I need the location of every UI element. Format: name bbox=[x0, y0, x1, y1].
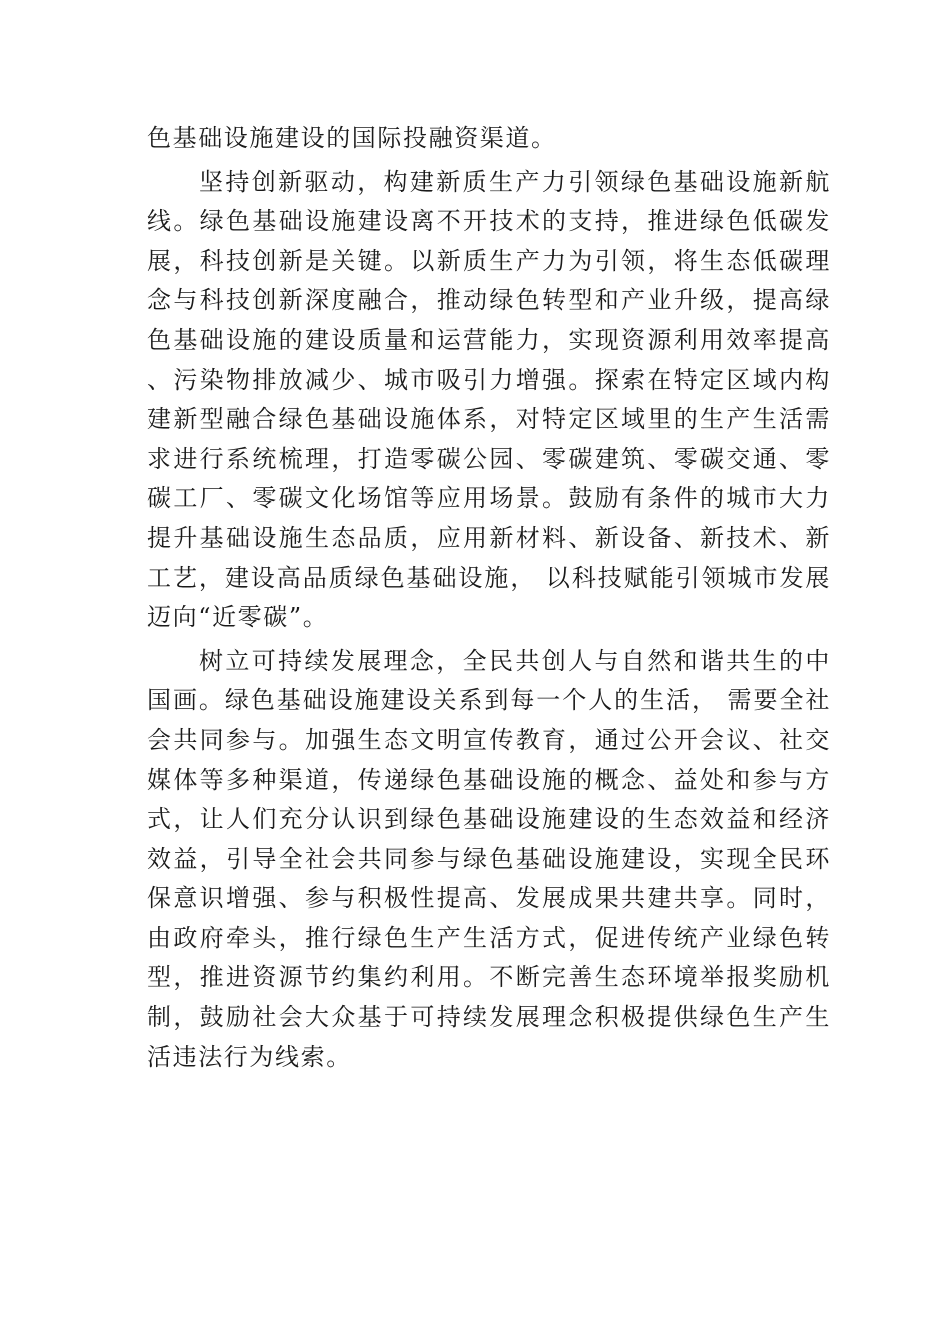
document-body bbox=[147, 119, 831, 1077]
paragraph-sustainability: 树立可持续发展理念，全民共创人与自然和谐共生的中国画。绿色基础设施建设关系到每一个人的生活， 需要全社会共同参与。加强生态文明宣传教育，通过公开会议、社交媒体等多种渠道，传递绿色基础设施的概念、益处和参与方式，让人们充分认识到绿色基础设施建设的生态效益和经济效益，引导全社会共同参与绿色基础设施建设，实现全民环保意识增强、参与积极性提高、发展成果共建共享。同时，由政府牵头，推行绿色生产生活方式，促进传统产业绿色转型，推进资源节约集约利用。不断完善生态环境举报奖励机制，鼓励社会大众基于可持续发展理念积极提供绿色生产生活违法行为线索。 bbox=[147, 646, 831, 1071]
paragraph-innovation: 坚持创新驱动，构建新质生产力引领绿色基础设施新航线。绿色基础设施建设离不开技术的支持，推进绿色低碳发展，科技创新是关键。以新质生产力为引领，将生态低碳理念与科技创新深度融合，推动绿色转型和产业升级，提高绿色基础设施的建设质量和运营能力，实现资源利用效率提高、污染物排放减少、城市吸引力增强。探索在特定区域内构建新型融合绿色基础设施体系，对特定区域里的生产生活需求进行系统梳理，打造零碳公园、零碳建筑、零碳交通、零碳工厂、零碳文化场馆等应用场景。鼓励有条件的城市大力提升基础设施生态品质，应用新材料、新设备、新技术、新工艺，建设高品质绿色基础设施， 以科技赋能引领城市发展迈向“近零碳”。 bbox=[147, 167, 831, 632]
paragraph-continuation: 色基础设施建设的国际投融资渠道。 bbox=[147, 124, 557, 152]
